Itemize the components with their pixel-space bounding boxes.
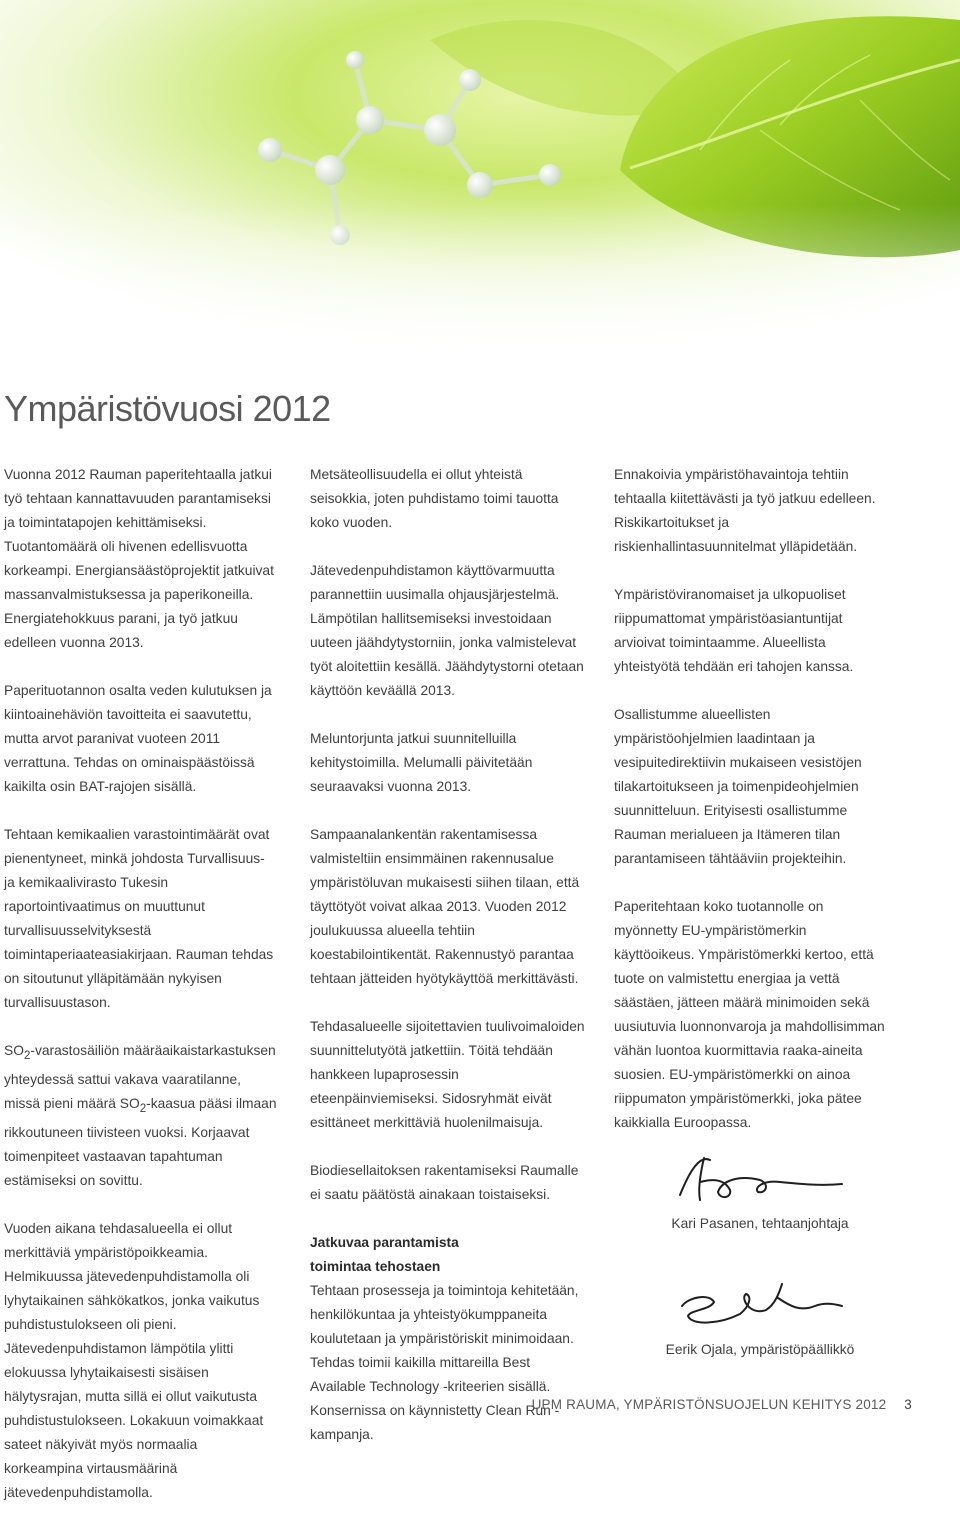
subscript: 2: [139, 1102, 147, 1115]
page-footer: [532, 1397, 912, 1412]
paragraph: Vuonna 2012 Rauman paperitehtaalla jatkui työ tehtaan kannattavuuden parantamiseksi ja toimintatapojen kehittämiseksi. Tuotantomäärä oli hivenen edellisvuotta korkeampi. Energiansäästöprojektit jatkuivat massanvalmistuksessa ja paperikoneilla. Energiatehokkuus parani, ja työ jatkuu edelleen vuonna 2013.: [4, 467, 274, 650]
paragraph: Metsäteollisuudella ei ollut yhteistä seisokkia, joten puhdistamo toimi tauotta koko vuoden.: [310, 467, 559, 530]
paragraph: Osallistumme alueellisten ympäristöohjelmien laadintaan ja vesipuitedirektiivin mukaiseen vesistöjen tilakartoitukseen ja toimenpideohjelmien suunnitteluun. Erityisesti osallistumme Rauman merialueen ja Itämeren tilan parantamiseen tähtääviin projekteihin.: [614, 707, 862, 866]
section: [310, 1231, 585, 1447]
signatory-name: Eerik Ojala, ympäristöpäällikkö: [665, 1342, 855, 1357]
paragraph: Jätevedenpuhdistamon käyttövarmuutta parannettiin uusimalla ohjausjärjestelmä. Lämpötilan hallitsemiseksi investoidaan uuteen jäähdytystorniin, jonka valmistelevat työt aloitettiin kesällä. Jäähdytystorni otetaan käyttöön keväällä 2013.: [310, 563, 584, 698]
text-run: -varastosäiliön määräaikaistarkastuksen yhteydessä sattui vakava vaaratilanne, missä pieni määrä SO: [4, 1043, 276, 1111]
section-heading: toimintaa tehostaen: [310, 1259, 441, 1274]
so2-paragraph: [4, 1039, 279, 1193]
paragraph: Meluntorjunta jatkui suunnitelluilla kehitystoimilla. Melumalli päivitetään seuraavaksi vuonna 2013.: [310, 731, 533, 794]
handwritten-signature-icon: [670, 1276, 850, 1336]
paragraph: Ympäristöviranomaiset ja ulkopuoliset riippumattomat ympäristöasiantuntijat arvioivat toimintaamme. Alueellista yhteistyötä tehdään eri tahojen kanssa.: [614, 587, 854, 674]
paragraph: Tehtaan kemikaalien varastointimäärät ovat pienentyneet, minkä johdosta Turvallisuus- ja kemikaalivirasto Tukesin raportointivaatimus on muuttunut turvallisuusselvityksestä toimintaperiaateasiakirjaan. Rauman tehdas on sitoutunut ylläpitämään nykyisen turvallisuustason.: [4, 827, 274, 1010]
handwritten-signature-icon: [670, 1150, 850, 1210]
paragraph: Ennakoivia ympäristöhavaintoja tehtiin tehtaalla kiitettävästi ja työ jatkuu edelleen. Riskikartoitukset ja riskienhallintasuunnitelmat ylläpidetään.: [614, 467, 876, 554]
paragraph: Paperituotannon osalta veden kulutuksen ja kiintoainehäviön tavoitteita ei saavutettu, mutta arvot paranivat vuoteen 2011 verrattuna. Tehdas on ominaispäästöissä kaikilta osin BAT-rajojen sisällä.: [4, 683, 272, 794]
section-heading: Jatkuvaa parantamista: [310, 1235, 459, 1250]
paragraph: Sampaanalankentän rakentamisessa valmisteltiin ensimmäinen rakennusalue ympäristöluvan mukaisesti siihen tilaan, että täyttötyöt voivat alkaa 2013. Vuoden 2012 joulukuussa alueella tehtiin koestabilointikentät. Rakennustyö parantaa tehtaan jätteiden hyötykäyttöä merkittävästi.: [310, 827, 580, 986]
footer-text: UPM RAUMA, YMPÄRISTÖNSUOJELUN KEHITYS 2012: [531, 1397, 887, 1412]
page-number: 3: [904, 1397, 912, 1412]
signature-block-2: [640, 1276, 880, 1357]
paragraph: Biodiesellaitoksen rakentamiseksi Raumalle ei saatu päätöstä ainakaan toistaiseksi.: [310, 1163, 579, 1202]
page-title: Ympäristövuosi 2012: [4, 388, 331, 429]
paragraph: Vuoden aikana tehdasalueella ei ollut merkittäviä ympäristöpoikkeamia. Helmikuussa jätevedenpuhdistamolla oli lyhytaikainen sähkökatkos, jonka vaikutus puhdistustulokseen oli pieni. Jätevedenpuhdistamon lämpötila ylitti elokuussa lyhytaikaisesti sisäisen hälytysrajan, mutta sillä ei ollut vaikutusta puhdistustulokseen. Lokakuun voimakkaat sateet näkyivät myös normaalia korkeampina virtausmäärinä jätevedenpuhdistamolla.: [4, 1220, 264, 1500]
subscript: 2: [23, 1049, 31, 1062]
text-column-3: [614, 463, 889, 1159]
paragraph: Tehdasalueelle sijoitettavien tuulivoimaloiden suunnittelutyötä jatkettiin. Töitä tehdään hankkeen lupaprosessin eteenpäinviemiseksi. Sidosryhmät eivät esittäneet merkittäviä huolenilmaisuja.: [310, 1019, 585, 1130]
hero-image: [0, 0, 960, 370]
text-run: -kaasua pääsi ilmaan rikkoutuneen tiivisteen vuoksi. Korjaavat toimenpiteet vastaavan tapahtuman estämiseksi on sovittu.: [4, 1095, 277, 1188]
text-column-2: [310, 463, 585, 1471]
signature-block-1: [640, 1150, 880, 1231]
text-column-1: [4, 463, 279, 1529]
text-run: SO: [4, 1043, 24, 1058]
paragraph: Paperitehtaan koko tuotannolle on myönnetty EU-ympäristömerkin käyttöoikeus. Ympäristömerkki kertoo, että tuote on valmistettu energiaa ja vettä säästäen, jätteen määrä minimoiden sekä uusiutuvia luonnonvaroja ja mahdollisimman vähän luontoa kuormittavia raaka-aineita suosien. EU-ympäristömerkki on ainoa riippumaton ympäristömerkki, joka pätee kaikkialla Euroopassa.: [614, 899, 885, 1130]
section-text: Tehtaan prosesseja ja toimintoja kehitetään, henkilökuntaa ja yhteistyökumppaneita koulutetaan ja ympäristöriskit minimoidaan. Tehdas toimii kaikilla mittareilla Best Available Technology -kriteerien sisällä. Konsernissa on käynnistetty Clean Run -kampanja.: [310, 1283, 579, 1442]
signatory-name: Kari Pasanen, tehtaanjohtaja: [671, 1216, 849, 1231]
